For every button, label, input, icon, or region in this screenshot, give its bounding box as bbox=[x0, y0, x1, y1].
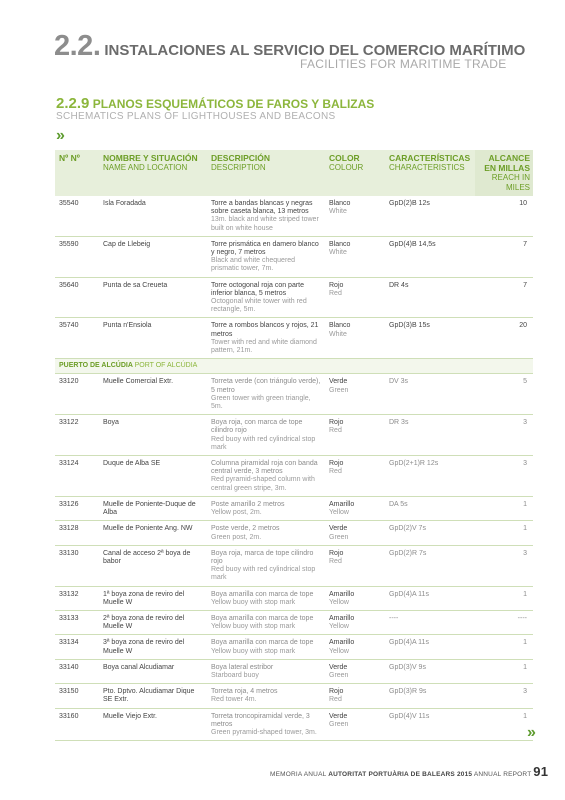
table-row bbox=[55, 415, 533, 456]
table-row bbox=[55, 318, 533, 359]
page-number: 91 bbox=[533, 764, 549, 779]
cell-colour bbox=[325, 415, 385, 456]
cell-number-num: 35740 bbox=[59, 322, 79, 330]
cell-number-num: 35640 bbox=[59, 281, 79, 289]
cell-colour bbox=[325, 496, 385, 520]
cell-description-desc-es: Boya roja, marca de tope cilindro rojo bbox=[211, 549, 314, 565]
cell-description bbox=[207, 456, 325, 497]
footer-organisation: AUTORITAT PORTUÀRIA DE BALEARS 2015 bbox=[328, 771, 473, 778]
cell-number-num: 33126 bbox=[59, 500, 79, 508]
cell-characteristics-char: GpD(3)B 15s bbox=[389, 322, 430, 330]
cell-colour-color-en: Red bbox=[329, 468, 342, 476]
cell-name-name: 3ª boya zona de reviro del Muelle W bbox=[103, 639, 185, 655]
lighthouse-table bbox=[55, 150, 533, 741]
cell-colour bbox=[325, 456, 385, 497]
cell-description-desc-en: Red pyramid-shaped column with central green stripe, 3m. bbox=[211, 476, 315, 492]
port-name-es: PUERTO DE ALCÚDIA bbox=[59, 362, 133, 370]
cell-reach-reach: 1 bbox=[523, 590, 527, 598]
cell-colour bbox=[325, 318, 385, 359]
cell-colour-color-es: Blanco bbox=[329, 322, 351, 330]
cell-name-name: Muelle de Poniente-Duque de Alba bbox=[103, 500, 196, 517]
cell-description bbox=[207, 496, 325, 520]
cell-colour bbox=[325, 521, 385, 545]
cell-characteristics bbox=[385, 659, 475, 683]
cell-colour-color-en: Red bbox=[329, 557, 342, 565]
cell-colour bbox=[325, 374, 385, 415]
cell-name-name: Muelle Viejo Extr. bbox=[103, 712, 157, 720]
cell-colour bbox=[325, 277, 385, 318]
cell-number bbox=[55, 277, 99, 318]
cell-colour-color-es: Rojo bbox=[329, 460, 344, 468]
table-body-port-header bbox=[55, 359, 533, 374]
cell-number bbox=[55, 635, 99, 659]
cell-colour-color-en: White bbox=[329, 330, 347, 338]
cell-colour bbox=[325, 659, 385, 683]
table-body-alcudia bbox=[55, 374, 533, 741]
cell-name bbox=[99, 659, 207, 683]
table-row bbox=[55, 610, 533, 634]
cell-reach bbox=[475, 318, 533, 359]
cell-number bbox=[55, 318, 99, 359]
cell-colour-color-es: Rojo bbox=[329, 281, 344, 289]
cell-colour-color-es: Rojo bbox=[329, 549, 344, 557]
header-number: Nº Nº bbox=[55, 150, 99, 196]
cell-description bbox=[207, 415, 325, 456]
cell-reach bbox=[475, 545, 533, 586]
cell-reach-reach: 10 bbox=[519, 200, 527, 207]
cell-characteristics bbox=[385, 684, 475, 708]
cell-reach-reach: 1 bbox=[523, 525, 527, 533]
cell-colour bbox=[325, 684, 385, 708]
cell-name-name: Isla Foradada bbox=[103, 200, 146, 207]
table-row bbox=[55, 196, 533, 236]
cell-description bbox=[207, 374, 325, 415]
footer-report-label-en: ANNUAL REPORT bbox=[473, 771, 532, 778]
cell-number bbox=[55, 374, 99, 415]
cell-reach-reach: 1 bbox=[523, 663, 527, 671]
cell-number-num: 33132 bbox=[59, 590, 79, 598]
cell-description bbox=[207, 708, 325, 741]
cell-description-desc-es: Boya amarilla con marca de tope bbox=[211, 639, 314, 647]
cell-characteristics-char: GpD(3)R 9s bbox=[389, 688, 427, 696]
cell-colour-color-en: Green bbox=[329, 720, 349, 728]
table-row bbox=[55, 496, 533, 520]
cell-colour-color-en: Red bbox=[329, 696, 342, 704]
cell-reach bbox=[475, 610, 533, 634]
cell-reach-reach: 7 bbox=[523, 240, 527, 248]
cell-number bbox=[55, 415, 99, 456]
cell-reach-reach: 3 bbox=[523, 460, 527, 468]
cell-colour-color-es: Verde bbox=[329, 378, 348, 386]
cell-colour-color-en: Green bbox=[329, 671, 349, 679]
cell-description-desc-en: Yellow buoy with stop mark bbox=[211, 623, 296, 631]
cell-number bbox=[55, 496, 99, 520]
header-reach: ALCANCE EN MILLAS REACH IN MILES bbox=[475, 150, 533, 196]
cell-number-num: 35540 bbox=[59, 200, 79, 207]
cell-number bbox=[55, 659, 99, 683]
cell-number-num: 33134 bbox=[59, 639, 79, 647]
cell-name-name: Boya canal Alcudiamar bbox=[103, 663, 175, 671]
cell-description-desc-es: Torreta roja, 4 metros bbox=[211, 688, 278, 696]
table-row bbox=[55, 456, 533, 497]
cell-number-num: 33133 bbox=[59, 614, 79, 622]
cell-name bbox=[99, 586, 207, 610]
cell-number-num: 33130 bbox=[59, 549, 79, 557]
cell-name-name: Muelle de Poniente Ang. NW bbox=[103, 525, 193, 533]
cell-name-name: Muelle Comercial Extr. bbox=[103, 378, 174, 386]
cell-description-desc-en: Octogonal white tower with red rectangle, 5m. bbox=[211, 298, 307, 314]
chapter-subtitle: FACILITIES FOR MARITIME TRADE bbox=[300, 57, 507, 71]
table-row bbox=[55, 635, 533, 659]
cell-characteristics-char: GpD(3)V 9s bbox=[389, 663, 426, 671]
cell-colour bbox=[325, 708, 385, 741]
cell-reach bbox=[475, 456, 533, 497]
cell-characteristics bbox=[385, 196, 475, 236]
cell-description bbox=[207, 318, 325, 359]
cell-characteristics-char: GpD(4)A 11s bbox=[389, 639, 429, 647]
cell-reach-reach: 7 bbox=[523, 281, 527, 289]
cell-name-name: Duque de Alba SE bbox=[103, 460, 161, 468]
cell-name bbox=[99, 456, 207, 497]
cell-reach bbox=[475, 496, 533, 520]
cell-name bbox=[99, 196, 207, 236]
cell-reach bbox=[475, 586, 533, 610]
cell-number-num: 33160 bbox=[59, 712, 79, 720]
cell-description bbox=[207, 236, 325, 277]
table-row bbox=[55, 586, 533, 610]
cell-description-desc-en: Green pyramid-shaped tower, 3m. bbox=[211, 728, 317, 736]
chapter-number: 2.2. bbox=[54, 30, 101, 62]
cell-description-desc-en: Tower with red and white diamond pattern, 21m. bbox=[211, 338, 317, 355]
cell-number-num: 33124 bbox=[59, 460, 79, 468]
cell-description-desc-es: Torre a bandas blancas y negras sobre caseta blanca, 13 metros bbox=[211, 200, 313, 216]
cell-description-desc-en: Green tower with green triangle, 5m. bbox=[211, 394, 311, 411]
table-body-lighthouses bbox=[55, 196, 533, 359]
cell-name bbox=[99, 415, 207, 456]
cell-characteristics-char: GpD(2)B 12s bbox=[389, 200, 430, 207]
cell-characteristics bbox=[385, 586, 475, 610]
cell-reach-reach: ---- bbox=[517, 614, 527, 622]
cell-colour-color-es: Amarillo bbox=[329, 614, 355, 622]
cell-description-desc-en: Starboard buoy bbox=[211, 671, 259, 679]
cell-characteristics bbox=[385, 610, 475, 634]
cell-description bbox=[207, 659, 325, 683]
port-section-label bbox=[55, 359, 533, 374]
cell-colour bbox=[325, 586, 385, 610]
cell-number bbox=[55, 708, 99, 741]
cell-number-num: 33120 bbox=[59, 378, 79, 386]
cell-colour-color-en: Green bbox=[329, 533, 349, 541]
cell-number-num: 33150 bbox=[59, 688, 79, 696]
cell-characteristics-char: DR 3s bbox=[389, 419, 409, 427]
cell-reach bbox=[475, 684, 533, 708]
cell-reach-reach: 3 bbox=[523, 549, 527, 557]
cell-name bbox=[99, 708, 207, 741]
cell-name-name: Canal de acceso 2ª boya de babor bbox=[103, 549, 191, 565]
cell-reach bbox=[475, 635, 533, 659]
cell-description bbox=[207, 521, 325, 545]
cell-description-desc-en: Black and white chequered prismatic tower, 7m. bbox=[211, 257, 296, 273]
cell-name-name: Boya bbox=[103, 419, 119, 427]
cell-description bbox=[207, 586, 325, 610]
cell-description-desc-es: Poste verde, 2 metros bbox=[211, 525, 280, 533]
cell-colour-color-es: Verde bbox=[329, 525, 348, 533]
cell-description-desc-es: Columna piramidal roja con banda central verde, 3 metros bbox=[211, 460, 318, 476]
cell-number bbox=[55, 196, 99, 236]
cell-description-desc-es: Torreta troncopiramidal verde, 3 metros bbox=[211, 712, 310, 728]
cell-characteristics-char: DR 4s bbox=[389, 281, 409, 289]
cell-colour-color-en: Red bbox=[329, 427, 342, 435]
cell-number bbox=[55, 456, 99, 497]
cell-characteristics bbox=[385, 415, 475, 456]
cell-characteristics bbox=[385, 521, 475, 545]
cell-number-num: 35590 bbox=[59, 240, 79, 248]
cell-description-desc-es: Torre a rombos blancos y rojos, 21 metros bbox=[211, 322, 319, 338]
cell-number-num: 33122 bbox=[59, 419, 79, 427]
cell-colour-color-es: Rojo bbox=[329, 419, 344, 427]
cell-characteristics-char: GpD(2)R 7s bbox=[389, 549, 427, 557]
cell-characteristics-char: DV 3s bbox=[389, 378, 409, 386]
cell-colour-color-es: Rojo bbox=[329, 688, 344, 696]
cell-description-desc-es: Boya amarilla con marca de tope bbox=[211, 614, 314, 622]
page-footer bbox=[270, 764, 548, 779]
cell-description-desc-es: Torre octogonal roja con parte inferior blanca, 5 metros bbox=[211, 281, 304, 297]
cell-reach bbox=[475, 277, 533, 318]
cell-colour-color-es: Verde bbox=[329, 712, 348, 720]
cell-colour bbox=[325, 635, 385, 659]
cell-characteristics-char: DA 5s bbox=[389, 500, 408, 508]
table-row bbox=[55, 708, 533, 741]
section-title-text: PLANOS ESQUEMÁTICOS DE FAROS Y BALIZAS bbox=[92, 97, 375, 111]
cell-characteristics bbox=[385, 236, 475, 277]
cell-number bbox=[55, 236, 99, 277]
cell-characteristics-char: GpD(4)A 11s bbox=[389, 590, 429, 598]
cell-colour-color-en: Yellow bbox=[329, 647, 349, 655]
cell-description-desc-en: Green post, 2m. bbox=[211, 533, 262, 541]
cell-colour-color-es: Amarillo bbox=[329, 590, 355, 598]
table-row bbox=[55, 277, 533, 318]
cell-colour-color-en: White bbox=[329, 208, 347, 216]
cell-reach bbox=[475, 659, 533, 683]
cell-number-num: 33140 bbox=[59, 663, 79, 671]
cell-reach-reach: 5 bbox=[523, 378, 527, 386]
cell-characteristics bbox=[385, 545, 475, 586]
table-row bbox=[55, 545, 533, 586]
cell-name-name: 1ª boya zona de reviro del Muelle W bbox=[103, 590, 185, 606]
cell-description bbox=[207, 196, 325, 236]
cell-name-name: Punta n'Ensiola bbox=[103, 322, 152, 330]
cell-colour-color-en: Red bbox=[329, 289, 342, 297]
cell-name bbox=[99, 496, 207, 520]
footer-report-label: MEMORIA ANUAL bbox=[270, 771, 327, 778]
table-row bbox=[55, 521, 533, 545]
cell-characteristics-char: GpD(2+1)R 12s bbox=[389, 460, 439, 468]
cell-description-desc-en: Red buoy with red cylindrical stop mark bbox=[211, 566, 316, 582]
cell-description-desc-es: Boya amarilla con marca de tope bbox=[211, 590, 314, 598]
chapter-title: INSTALACIONES AL SERVICIO DEL COMERCIO MARÍTIMO bbox=[104, 42, 526, 59]
cell-colour bbox=[325, 236, 385, 277]
section-subtitle: SCHEMATICS PLANS OF LIGHTHOUSES AND BEACONS bbox=[56, 111, 336, 122]
cell-reach-reach: 1 bbox=[523, 712, 527, 720]
cell-reach-reach: 3 bbox=[523, 419, 527, 427]
cell-name bbox=[99, 545, 207, 586]
cell-reach bbox=[475, 708, 533, 741]
section-number: 2.2.9 bbox=[56, 95, 90, 112]
cell-name bbox=[99, 374, 207, 415]
cell-number bbox=[55, 545, 99, 586]
cell-description-desc-en: 13m. black and white striped tower built on white house bbox=[211, 216, 319, 232]
cell-name-name: Pto. Dptvo. Alcudiamar Dique SE Extr. bbox=[103, 688, 195, 704]
cell-colour-color-en: Yellow bbox=[329, 623, 349, 631]
cell-colour-color-es: Blanco bbox=[329, 240, 351, 248]
cell-description-desc-es: Torreta verde (con triángulo verde), 5 metro bbox=[211, 378, 321, 394]
section-title bbox=[56, 95, 374, 112]
cell-description bbox=[207, 277, 325, 318]
cell-number bbox=[55, 521, 99, 545]
cell-number bbox=[55, 610, 99, 634]
cell-description-desc-en: Yellow buoy with stop mark bbox=[211, 647, 296, 655]
cell-description bbox=[207, 545, 325, 586]
cell-characteristics-char: GpD(4)V 11s bbox=[389, 712, 430, 720]
cell-name-name: Punta de sa Creueta bbox=[103, 281, 168, 289]
cell-description bbox=[207, 684, 325, 708]
cell-colour-color-en: Yellow bbox=[329, 598, 349, 606]
cell-description-desc-es: Poste amarillo 2 metros bbox=[211, 500, 285, 508]
cell-description-desc-es: Torre prismática en damero blanco y negro, 7 metros bbox=[211, 240, 319, 257]
cell-description-desc-en: Red tower 4m. bbox=[211, 696, 257, 704]
cell-colour-color-es: Blanco bbox=[329, 200, 351, 207]
cell-reach-reach: 1 bbox=[523, 500, 527, 508]
cell-characteristics bbox=[385, 708, 475, 741]
cell-reach bbox=[475, 236, 533, 277]
cell-description-desc-en: Yellow post, 2m. bbox=[211, 509, 262, 517]
cell-description bbox=[207, 635, 325, 659]
table-row bbox=[55, 684, 533, 708]
cell-name bbox=[99, 610, 207, 634]
cell-characteristics bbox=[385, 635, 475, 659]
cell-characteristics-char: GpD(2)V 7s bbox=[389, 525, 426, 533]
cell-reach-reach: 1 bbox=[523, 639, 527, 647]
cell-characteristics bbox=[385, 456, 475, 497]
cell-characteristics-char: ---- bbox=[389, 614, 399, 622]
cell-number bbox=[55, 586, 99, 610]
header-colour: COLOR COLOUR bbox=[325, 150, 385, 196]
cell-name bbox=[99, 236, 207, 277]
cell-reach bbox=[475, 521, 533, 545]
cell-reach bbox=[475, 374, 533, 415]
cell-name-name: 2ª boya zona de reviro del Muelle W bbox=[103, 614, 185, 631]
cell-colour-color-es: Verde bbox=[329, 663, 348, 671]
cell-colour-color-es: Amarillo bbox=[329, 639, 355, 647]
port-section-row bbox=[55, 359, 533, 374]
port-name-en: PORT OF ALCÚDIA bbox=[134, 362, 198, 370]
cell-reach bbox=[475, 415, 533, 456]
cell-colour-color-en: Yellow bbox=[329, 509, 349, 517]
header-characteristics: CARACTERÍSTICAS CHARACTERISTICS bbox=[385, 150, 475, 196]
cell-colour bbox=[325, 545, 385, 586]
cell-colour-color-en: Green bbox=[329, 386, 349, 394]
table-row bbox=[55, 374, 533, 415]
cell-reach-reach: 3 bbox=[523, 688, 527, 696]
cell-characteristics bbox=[385, 496, 475, 520]
cell-characteristics bbox=[385, 318, 475, 359]
cell-description bbox=[207, 610, 325, 634]
double-chevron-right-icon[interactable]: » bbox=[527, 724, 536, 741]
cell-name bbox=[99, 521, 207, 545]
cell-colour bbox=[325, 196, 385, 236]
table-row bbox=[55, 236, 533, 277]
double-chevron-right-icon: » bbox=[56, 127, 65, 144]
table-header-row bbox=[55, 150, 533, 196]
cell-characteristics-char: GpD(4)B 14,5s bbox=[389, 240, 436, 248]
cell-characteristics bbox=[385, 374, 475, 415]
cell-colour-color-es: Amarillo bbox=[329, 500, 355, 508]
cell-colour bbox=[325, 610, 385, 634]
cell-description-desc-en: Yellow buoy with stop mark bbox=[211, 598, 296, 606]
cell-number-num: 33128 bbox=[59, 525, 79, 533]
cell-description-desc-es: Boya lateral estribor bbox=[211, 663, 274, 671]
cell-description-desc-en: Red buoy with red cylindrical stop mark bbox=[211, 435, 316, 451]
header-description: DESCRIPCIÓN DESCRIPTION bbox=[207, 150, 325, 196]
cell-name bbox=[99, 277, 207, 318]
cell-name bbox=[99, 684, 207, 708]
cell-description-desc-es: Boya roja, con marca de tope cilindro rojo bbox=[211, 419, 303, 435]
cell-reach bbox=[475, 196, 533, 236]
cell-colour-color-en: White bbox=[329, 249, 347, 257]
cell-name bbox=[99, 318, 207, 359]
cell-name-name: Cap de Llebeig bbox=[103, 240, 151, 248]
cell-characteristics bbox=[385, 277, 475, 318]
cell-reach-reach: 20 bbox=[519, 322, 527, 330]
cell-name bbox=[99, 635, 207, 659]
cell-number bbox=[55, 684, 99, 708]
table-row bbox=[55, 659, 533, 683]
header-name: NOMBRE Y SITUACIÓN NAME AND LOCATION bbox=[99, 150, 207, 196]
